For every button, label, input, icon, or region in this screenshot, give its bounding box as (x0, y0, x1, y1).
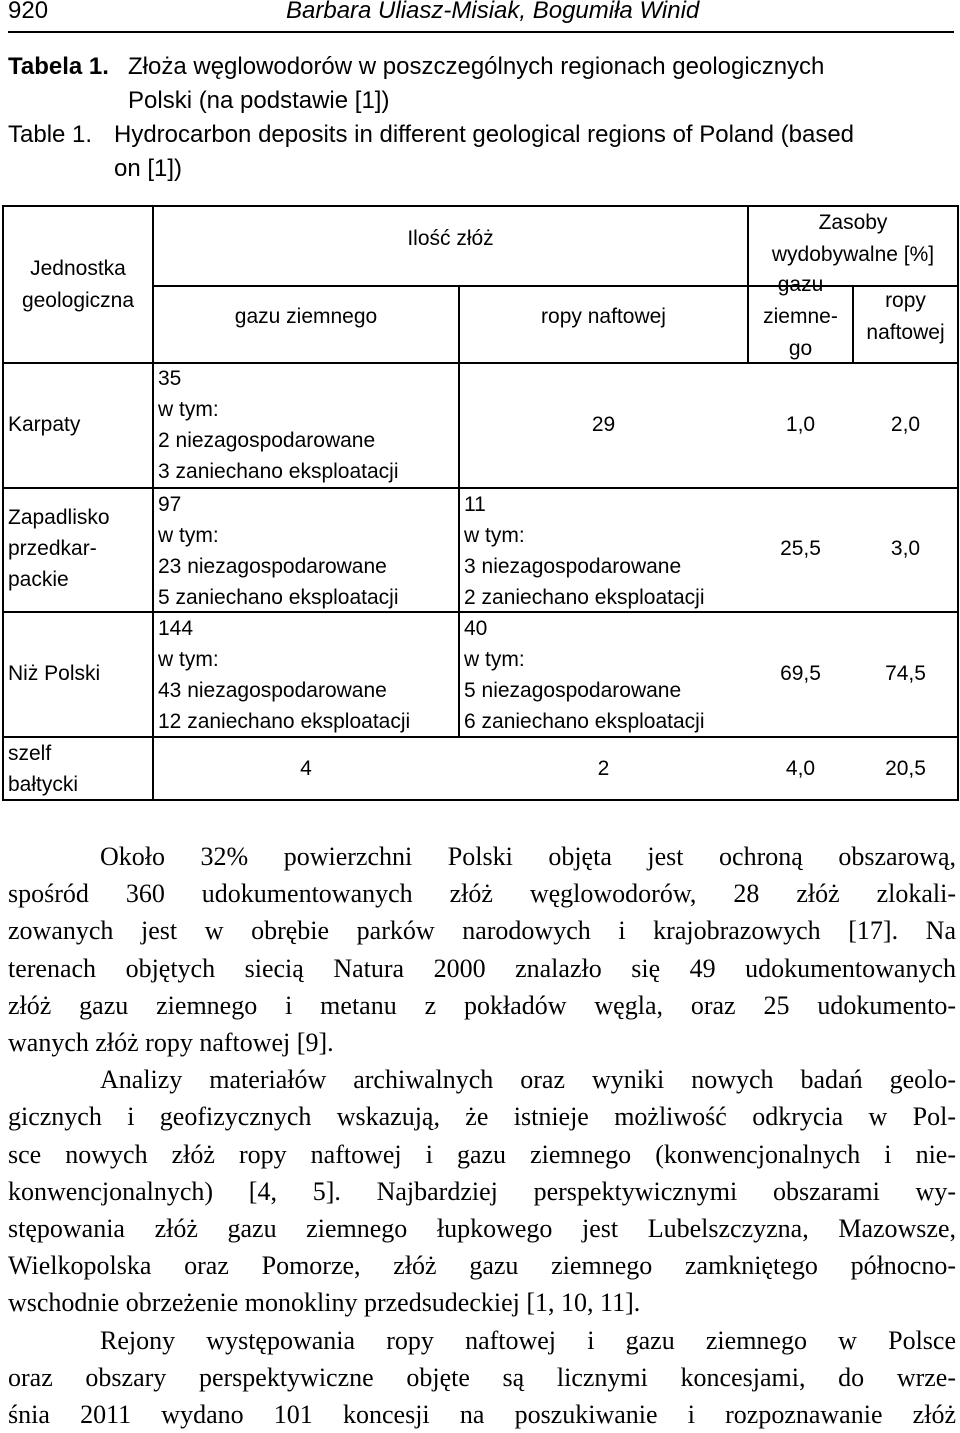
row-karpaty-res-gas: 1,0 (785, 413, 816, 436)
row-szelf-unit: szelf bałtycki (8, 742, 79, 796)
row-niz-res-gas: 69,5 (780, 662, 821, 685)
paragraph-2-line: gicznych i geofizycznych wskazują, że istnieje możliwość odkrycia w Pol- (8, 1102, 956, 1132)
header-unit: Jednostka geologiczna (21, 257, 135, 312)
row-sep-deposits-header (152, 285, 747, 287)
row-niz-unit: Niż Polski (8, 662, 101, 685)
caption-pl-text-2: Polski (na podstawie [1]) (128, 87, 390, 114)
row-zapadlisko-res-gas: 25,5 (780, 537, 821, 560)
row-szelf-res-gas: 4,0 (785, 757, 816, 780)
row-karpaty-oil: 29 (591, 413, 616, 436)
row-zapadlisko-oil: 11 w tym: 3 niezagospodarowane 2 zaniechano eksploatacji (464, 493, 705, 609)
paragraph-1-line: wanych złóż ropy naftowej [9]. (8, 1028, 334, 1058)
page-number: 920 (8, 0, 49, 24)
paragraph-2-line: stępowania złóż gazu ziemnego łupkowego jest Lubelszczyzna, Mazowsze, (8, 1214, 956, 1244)
row-szelf-res-oil: 20,5 (885, 757, 926, 780)
row-karpaty-gas: 35 w tym: 2 niezagospodarowane 3 zaniechano eksploatacji (158, 367, 399, 483)
paragraph-1-line: zowanych jest w obrębie parków narodowych i krajobrazowych [17]. Na (8, 916, 956, 946)
header-rule (8, 31, 954, 33)
header-oil: ropy naftowej (541, 305, 666, 328)
caption-en-text-2: on [1]) (114, 155, 183, 182)
row-zapadlisko-unit: Zapadlisko przedkar- packie (8, 506, 110, 591)
deposits-table (2, 205, 959, 801)
row-karpaty-unit: Karpaty (8, 413, 81, 436)
caption-en-text-1: Hydrocarbon deposits in different geological regions of Poland (based (114, 121, 855, 148)
paragraph-2-line: Analizy materiałów archiwalnych oraz wyniki nowych badań geolo- (100, 1065, 956, 1095)
row-szelf-oil: 2 (597, 757, 610, 780)
header-reserves: Zasoby wydobywalne [%] (771, 211, 935, 266)
paragraph-3-line: oraz obszary perspektywiczne objęte są licznymi koncesjami, do wrze- (8, 1362, 956, 1392)
caption-en-label: Table 1. (8, 121, 93, 148)
header-deposits: Ilość złóż (407, 227, 494, 250)
paragraph-1-line: złóż gazu ziemnego i metanu z pokładów węgla, oraz 25 udokumento- (8, 990, 956, 1020)
paragraph-2-line: sce nowych złóż ropy naftowej i gazu ziemnego (konwencjonalnych i nie- (8, 1139, 956, 1169)
header-reserves-oil: ropy naftowej (866, 289, 945, 344)
paragraph-2-line: konwencjonalnych) [4, 5]. Najbardziej perspektywicznymi obszarami wy- (8, 1176, 956, 1206)
row-szelf-gas: 4 (300, 757, 312, 780)
header-reserves-gas: gazu ziemne- go (763, 273, 838, 360)
paragraph-3-line: Rejony występowania ropy naftowej i gazu ziemnego w Polsce (100, 1325, 956, 1355)
running-header-authors: Barbara Uliasz-Misiak, Bogumiła Winid (286, 0, 700, 24)
table-border-right (957, 205, 959, 801)
paragraph-3-line: śnia 2011 wydano 101 koncesji na poszukiwanie i rozpoznawanie złóż (8, 1400, 956, 1430)
row-karpaty-res-oil: 2,0 (890, 413, 921, 436)
col-sep-unit (152, 205, 154, 801)
caption-pl-text-1: Złoża węglowodorów w poszczególnych regionach geologicznych (128, 53, 825, 80)
row-niz-res-oil: 74,5 (885, 662, 926, 685)
paragraph-1-line: terenach objętych siecią Natura 2000 znalazło się 49 udokumentowanych (8, 953, 956, 983)
paragraph-2-line: wschodnie obrzeżenie monokliny przedsudeckiej [1, 10, 11]. (8, 1288, 641, 1318)
body-text (8, 838, 956, 1433)
row-niz-oil: 40 w tym: 5 niezagospodarowane 6 zaniechano eksploatacji (464, 617, 705, 733)
paragraph-2-line: Wielkopolska oraz Pomorze, złóż gazu ziemnego zamkniętego północno- (8, 1251, 956, 1281)
paragraph-1-line: spośród 360 udokumentowanych złóż węglowodorów, 28 złóż zlokali- (8, 879, 956, 909)
caption-pl-label: Tabela 1. (8, 53, 109, 80)
row-zapadlisko-res-oil: 3,0 (890, 537, 921, 560)
row-zapadlisko-gas: 97 w tym: 23 niezagospodarowane 5 zaniechano eksploatacji (158, 493, 399, 609)
col-sep-gas-oil (458, 286, 460, 737)
header-gas: gazu ziemnego (234, 305, 378, 328)
running-header (8, 0, 956, 30)
paragraph-1-line: Około 32% powierzchni Polski objęta jest ochroną obszarową, (100, 842, 956, 871)
row-niz-gas: 144 w tym: 43 niezagospodarowane 12 zaniechano eksploatacji (158, 617, 411, 733)
